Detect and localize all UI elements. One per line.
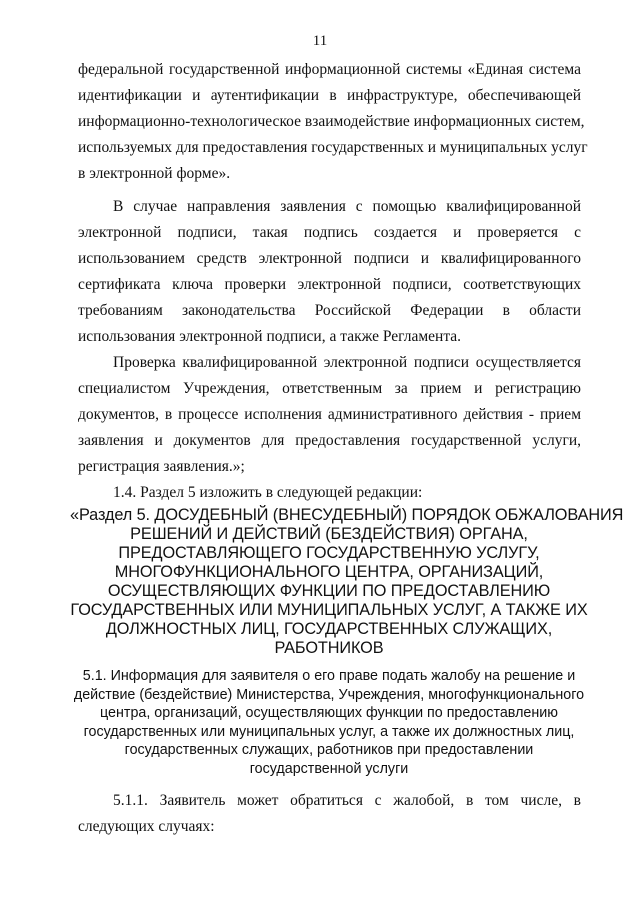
paragraph-3-line-5: регистрация заявления.»;: [78, 458, 245, 475]
section-heading-line: РАБОТНИКОВ: [274, 639, 384, 657]
paragraph-3-line-1: Проверка квалифицированной электронной подписи осуществляется: [113, 354, 581, 371]
paragraph-1-line-2: идентификации и аутентификации в инфраструктуре, обеспечивающей: [78, 87, 581, 104]
section-heading-line: ПРЕДОСТАВЛЯЮЩЕГО ГОСУДАРСТВЕННУЮ УСЛУГУ,: [118, 544, 540, 562]
paragraph-2-line-5: требованиям законодательства Российской Федерации в области: [78, 302, 581, 319]
paragraph-2-line-6: использования электронной подписи, а также Регламента.: [78, 328, 462, 345]
section-heading-line: ДОЛЖНОСТНЫХ ЛИЦ, ГОСУДАРСТВЕННЫХ СЛУЖАЩИХ,: [105, 620, 553, 638]
paragraph-3-line-4: заявления и документов для предоставления государственной услуги,: [78, 432, 581, 449]
subsection-heading-line: действие (бездействие) Министерства, Учреждения, многофункционального: [73, 686, 585, 703]
section-heading-line: ГОСУДАРСТВЕННЫХ ИЛИ МУНИЦИПАЛЬНЫХ УСЛУГ, А ТАКЖЕ ИХ: [70, 601, 588, 619]
paragraph-5-line-2: следующих случаях:: [78, 818, 215, 835]
paragraph-3-line-3: документов, в процессе исполнения административного действия - прием: [78, 406, 581, 423]
paragraph-4: 1.4. Раздел 5 изложить в следующей редакции:: [113, 484, 423, 501]
page-number: 11: [312, 33, 328, 49]
section-heading-line: РЕШЕНИЙ И ДЕЙСТВИЙ (БЕЗДЕЙСТВИЯ) ОРГАНА,: [130, 525, 528, 543]
section-heading-line: ОСУЩЕСТВЛЯЮЩИХ ФУНКЦИИ ПО ПРЕДОСТАВЛЕНИЮ: [107, 582, 551, 600]
paragraph-1-line-1: федеральной государственной информационной системы «Единая система: [78, 61, 581, 78]
paragraph-1-line-5: в электронной форме».: [78, 165, 231, 182]
paragraph-2-line-3: использованием средств электронной подписи и квалифицированного: [78, 250, 581, 267]
section-heading-line: МНОГОФУНКЦИОНАЛЬНОГО ЦЕНТРА, ОРГАНИЗАЦИЙ,: [114, 563, 544, 581]
subsection-5-1-heading: [70, 667, 588, 778]
paragraph-5-line-1: 5.1.1. Заявитель может обратиться с жалобой, в том числе, в: [113, 792, 581, 809]
paragraph-2-line-4: сертификата ключа проверки электронной подписи, соответствующих: [78, 276, 581, 293]
paragraph-1-line-4: используемых для предоставления государственных и муниципальных услуг: [78, 139, 588, 156]
paragraph-1-line-3: информационно-технологическое взаимодействие информационных систем,: [78, 113, 585, 130]
subsection-heading-line: 5.1. Информация для заявителя о его праве подать жалобу на решение и: [82, 668, 576, 684]
subsection-heading-line: государственных или муниципальных услуг, а также их должностных лиц,: [83, 723, 575, 740]
paragraph-2-line-1: В случае направления заявления с помощью квалифицированной: [113, 198, 581, 215]
subsection-heading-line: центра, организаций, осуществляющих функции по предоставлению: [100, 705, 558, 721]
paragraph-2-line-2: электронной подписи, такая подпись создается и проверяется с: [78, 224, 581, 241]
paragraph-3-line-2: специалистом Учреждения, ответственным за прием и регистрацию: [78, 380, 581, 397]
section-5-heading: [70, 506, 624, 658]
subsection-heading-line: государственных служащих, работников при предоставлении: [124, 742, 534, 758]
section-heading-line: «Раздел 5. ДОСУДЕБНЫЙ (ВНЕСУДЕБНЫЙ) ПОРЯДОК ОБЖАЛОВАНИЯ: [70, 506, 624, 524]
subsection-heading-line: государственной услуги: [249, 760, 409, 777]
